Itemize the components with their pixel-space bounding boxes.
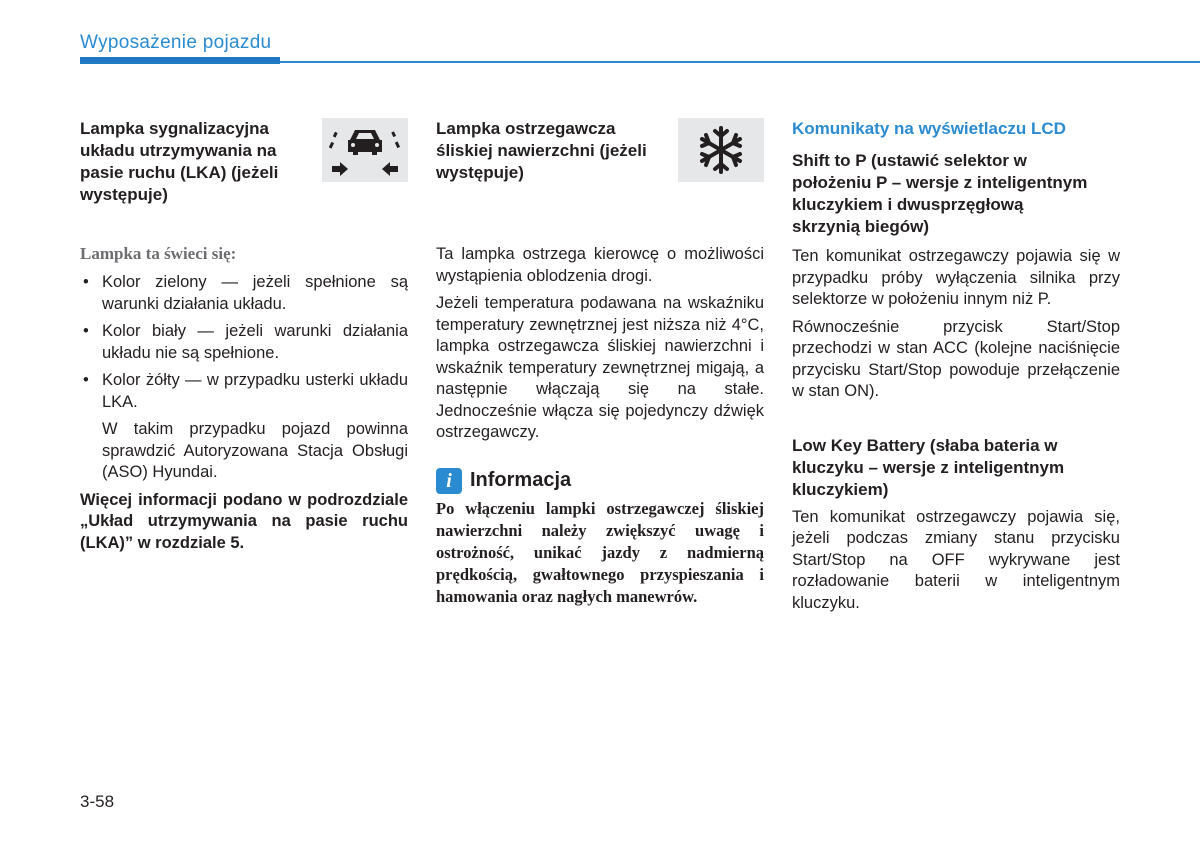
bullet-note: W takim przypadku pojazd powinna sprawdzić Autoryzowana Stacja Obsługi (ASO) Hyundai. xyxy=(102,420,408,481)
list-item: • Kolor żółty — w przypadku usterki układu LKA. xyxy=(83,371,408,411)
column-slippery-road xyxy=(436,118,764,606)
shift-to-p-para-1: Ten komunikat ostrzegawczy pojawia się w przypadku próby wyłączenia silnika przy selektorze w położeniu innym niż P. xyxy=(792,247,1120,308)
info-icon: i xyxy=(436,468,462,494)
more-info-text: Więcej informacji podano w podrozdziale „Układ utrzymywania na pasie ruchu (LKA)” w rozdziale 5. xyxy=(80,490,408,552)
header-accent-bar xyxy=(80,57,280,64)
slippery-para-2: Jeżeli temperatura podawana na wskaźniku temperatury zewnętrznej jest niższa niż 4°C, lampka ostrzegawcza śliskiej nawierzchni i wskaźnik temperatury zewnętrznej migają, a następnie włączają się na stałe. Jednocześnie włącza się pojedynczy dźwięk ostrzegawczy. xyxy=(436,294,764,441)
page-number: 3-58 xyxy=(80,792,115,811)
lcd-section-title: Komunikaty na wyświetlaczu LCD xyxy=(792,119,1066,138)
info-box xyxy=(436,468,764,608)
column-lka xyxy=(80,118,408,552)
low-key-battery-para: Ten komunikat ostrzegawczy pojawia się, jeżeli podczas zmiany stanu przycisku Start/Stop na OFF wykrywane jest rozładowanie baterii w inteligentnym kluczyku. xyxy=(792,507,1120,612)
lka-icon-box xyxy=(322,118,408,182)
snowflake-icon-box xyxy=(678,118,764,182)
info-title: Informacja xyxy=(470,469,572,491)
info-text: Po włączeniu lampki ostrzegawczej śliskiej nawierzchni należy zwiększyć uwagę i ostrożność, unikać jazdy z nadmierną prędkością, gwałtownego przyspieszania i hamowania oraz nagłych manewrów. xyxy=(436,498,764,606)
list-item: • Kolor zielony — jeżeli spełnione są warunki działania układu. xyxy=(83,273,408,313)
shift-to-p-heading: Shift to P (ustawić selektor w położeniu P – wersje z inteligentnym kluczykiem i dwusprzęgłową skrzynią biegów) xyxy=(792,151,1088,236)
shift-to-p-para-2: Równocześnie przycisk Start/Stop przechodzi w stan ACC (kolejne naciśnięcie przycisku Start/Stop powoduje przełączenie w stan ON). xyxy=(792,317,1120,400)
list-item: • Kolor biały — jeżeli warunki działania układu nie są spełnione. xyxy=(83,322,408,362)
slippery-para-1: Ta lampka ostrzega kierowcę o możliwości wystąpienia oblodzenia drogi. xyxy=(436,245,764,285)
lane-keeping-assist-icon xyxy=(322,118,408,182)
snowflake-icon xyxy=(678,118,764,182)
header-title: Wyposażenie pojazdu xyxy=(80,32,272,53)
lka-subheading: Lampka ta świeci się: xyxy=(80,244,237,263)
low-key-battery-heading: Low Key Battery (słaba bateria w kluczyku – wersje z inteligentnym kluczykiem) xyxy=(792,435,1065,499)
column-lcd-messages xyxy=(792,118,1120,614)
lka-heading: Lampka sygnalizacyjna układu utrzymywania na pasie ruchu (LKA) (jeżeli występuje) xyxy=(80,119,279,204)
slippery-heading: Lampka ostrzegawcza śliskiej nawierzchni (jeżeli występuje) xyxy=(436,119,647,182)
